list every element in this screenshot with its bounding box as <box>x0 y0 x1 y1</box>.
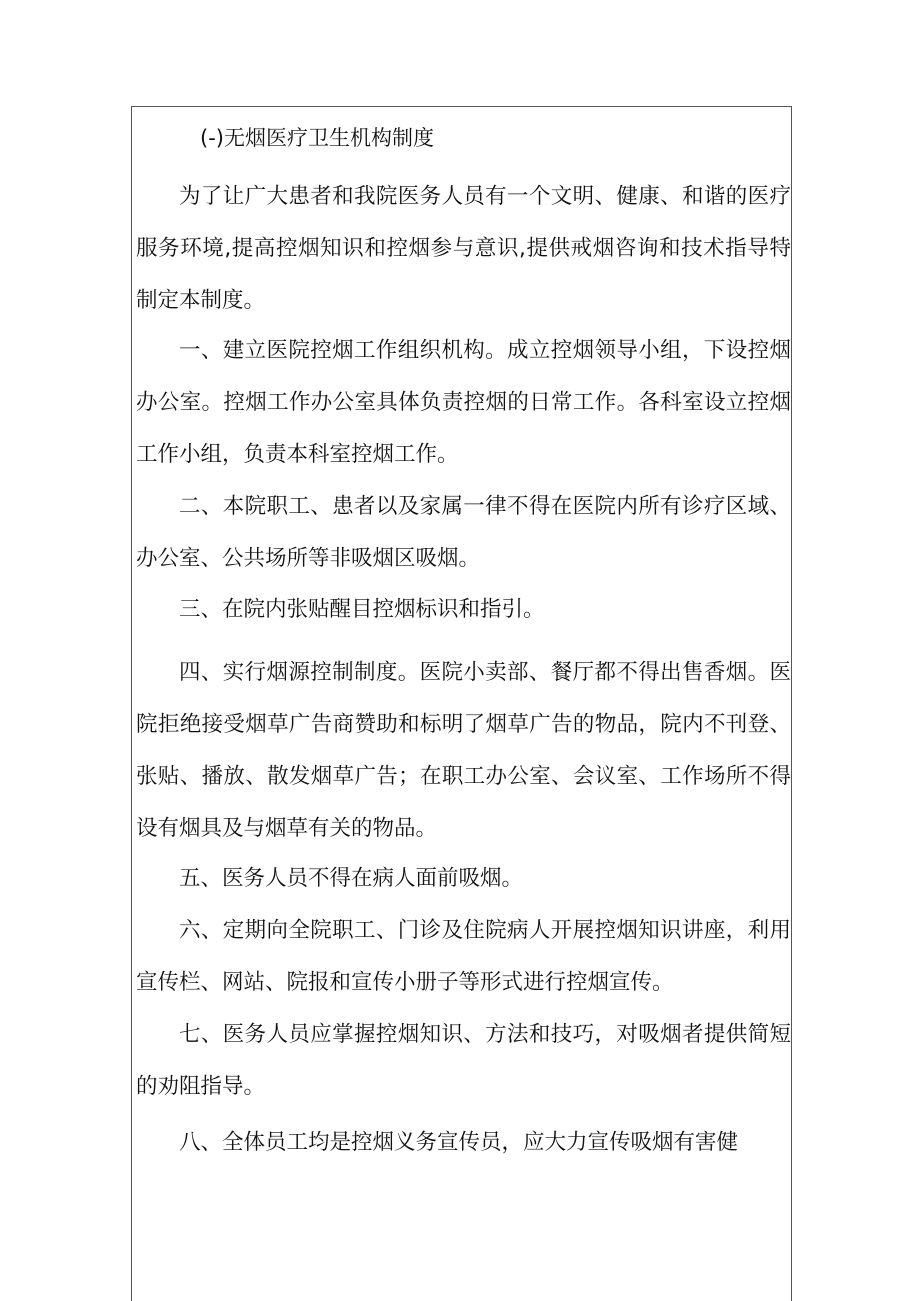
paragraph-2: 二、本院职工、患者以及家属一律不得在医院内所有诊疗区域、办公室、公共场所等非吸烟区吸烟。 <box>136 494 791 571</box>
paragraph-6: 六、定期向全院职工、门诊及住院病人开展控烟知识讲座，利用宣传栏、网站、院报和宣传小册子等形式进行控烟宣传。 <box>136 918 791 995</box>
paragraph-intro: 为了让广大患者和我院医务人员有一个文明、健康、和谐的医疗服务环境,提高控烟知识和控烟参与意识,提供戒烟咨询和技术指导特制定本制度。 <box>136 184 791 313</box>
paragraph-3: 三、在院内张贴醒目控烟标识和指引。 <box>179 597 545 622</box>
paragraph-7: 七、医务人员应掌握控烟知识、方法和技巧，对吸烟者提供简短的劝阻指导。 <box>136 1022 791 1099</box>
paragraph-4: 四、实行烟源控制制度。医院小卖部、餐厅都不得出售香烟。医院拒绝接受烟草广告商赞助和标明了烟草广告的物品，院内不刊登、张贴、播放、散发烟草广告；在职工办公室、会议室、工作场所不得设有烟具及与烟草有关的物品。 <box>136 660 791 841</box>
paragraph-1: 一、建立医院控烟工作组织机构。成立控烟领导小组，下设控烟办公室。控烟工作办公室具体负责控烟的日常工作。各科室设立控烟工作小组，负责本科室控烟工作。 <box>136 338 791 467</box>
paragraph-8: 八、全体员工均是控烟义务宣传员，应大力宣传吸烟有害健 <box>179 1130 739 1155</box>
paragraph-5: 五、医务人员不得在病人面前吸烟。 <box>179 866 524 891</box>
document-title: (-)无烟医疗卫生机构制度 <box>200 126 434 150</box>
